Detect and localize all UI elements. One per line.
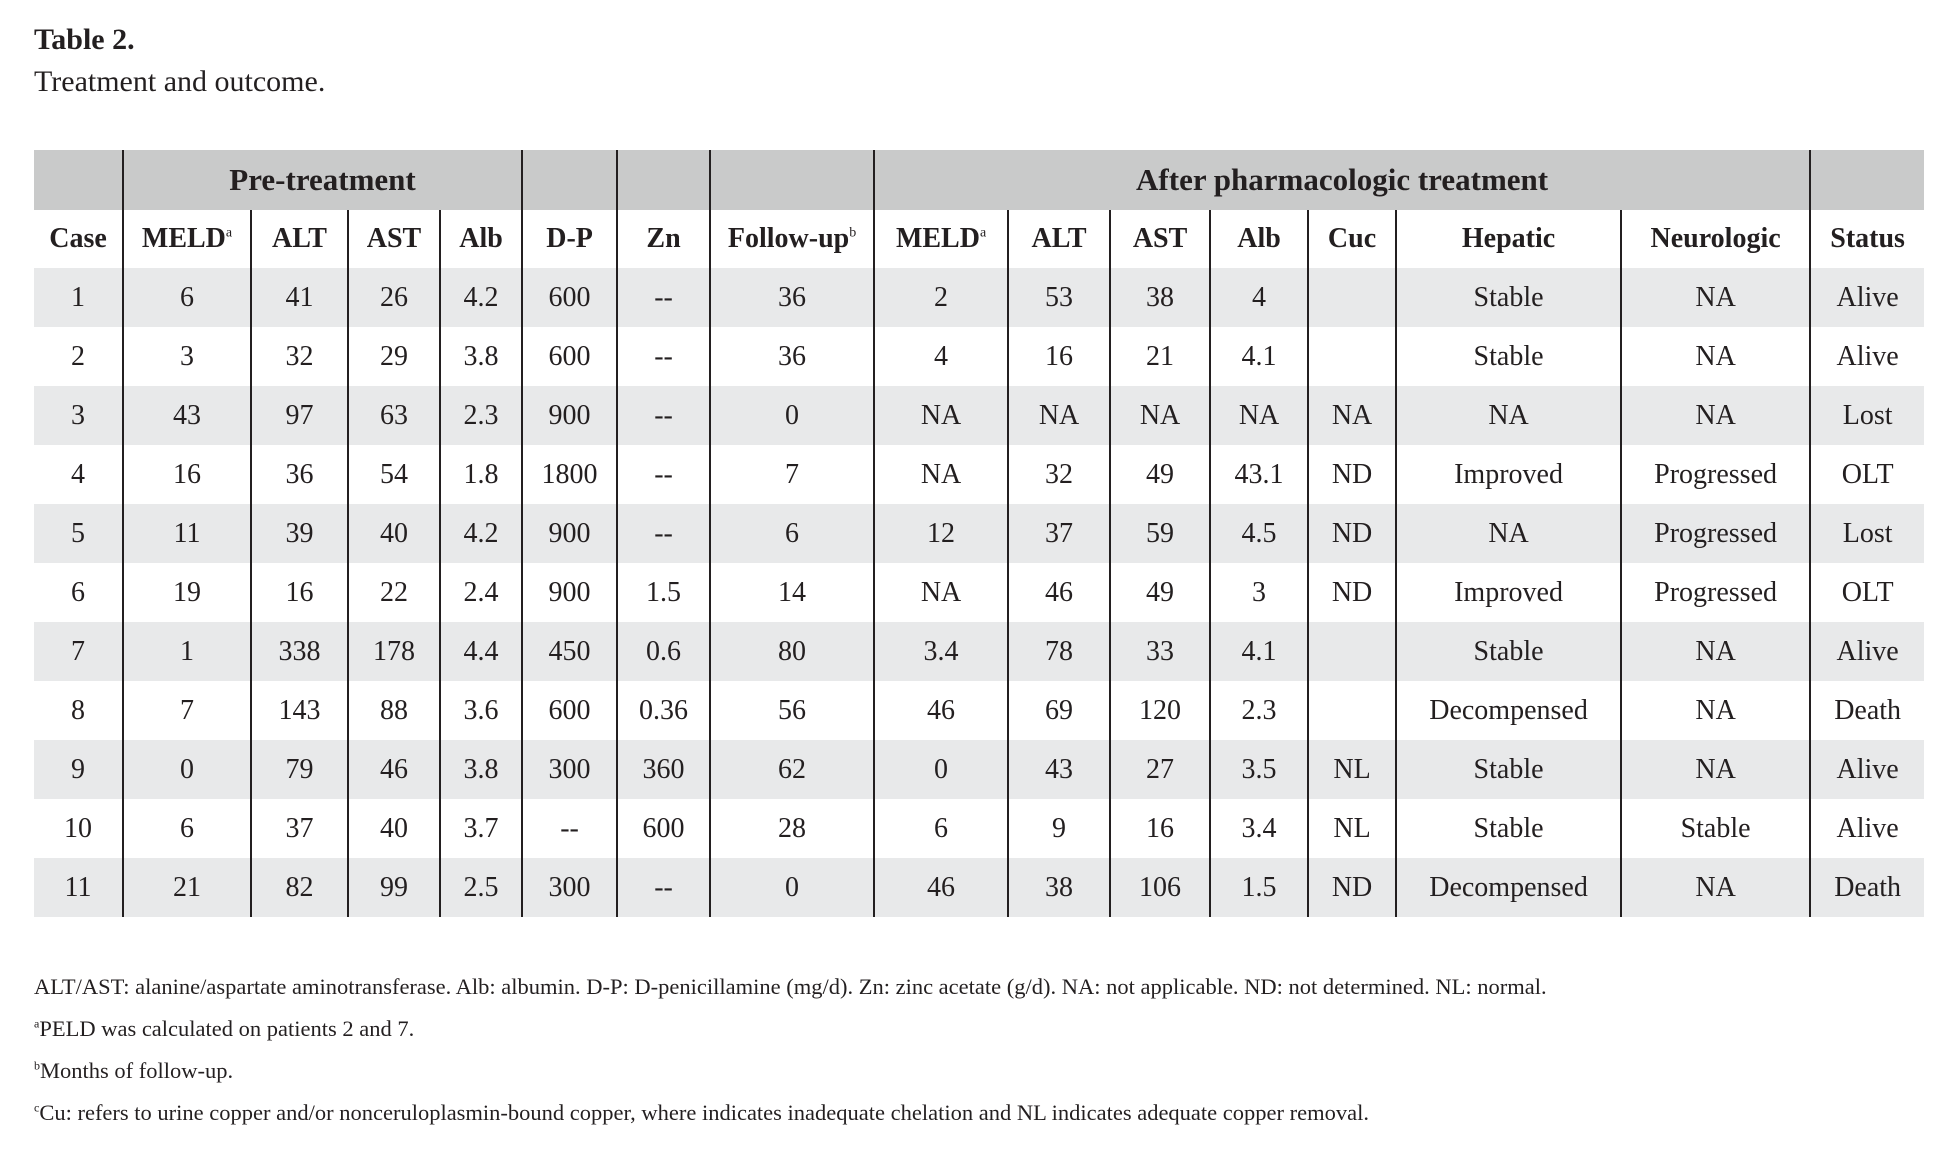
table-cell xyxy=(1308,681,1396,740)
table-cell: 37 xyxy=(251,799,348,858)
table-cell: 36 xyxy=(710,327,874,386)
table-cell: NA xyxy=(874,386,1008,445)
table-cell: 21 xyxy=(123,858,251,917)
footnote-a-mark: a xyxy=(34,1016,40,1031)
table-cell: 3.8 xyxy=(440,327,522,386)
table-cell: 69 xyxy=(1008,681,1110,740)
table-cell: Alive xyxy=(1836,812,1899,844)
table-cell: Decompensed xyxy=(1396,858,1621,917)
col-header-status: Status xyxy=(1810,210,1924,268)
table-cell: Stable xyxy=(1396,327,1621,386)
table-cell: 22 xyxy=(348,563,440,622)
table-cell: NA xyxy=(1110,386,1210,445)
table-cell: 36 xyxy=(710,268,874,327)
table-cell xyxy=(1308,268,1396,327)
table-cell: 4 xyxy=(1210,268,1308,327)
table-row xyxy=(34,563,1924,622)
table-cell: -- xyxy=(617,504,710,563)
table-cell: NL xyxy=(1308,740,1396,799)
table-cell: 10 xyxy=(34,799,123,858)
table-cell: Lost xyxy=(1810,386,1924,445)
footnote-c-mark: c xyxy=(34,1100,40,1115)
table-cell: 2.5 xyxy=(440,858,522,917)
table-cell: 360 xyxy=(617,740,710,799)
table-cell: 39 xyxy=(251,504,348,563)
table-cell: 4.2 xyxy=(440,504,522,563)
table-row xyxy=(34,445,1924,504)
table-cell: 40 xyxy=(348,799,440,858)
table-cell: 11 xyxy=(123,504,251,563)
table-cell: Decompensed xyxy=(1396,681,1621,740)
table-cell: 300 xyxy=(522,740,617,799)
col-header-alb-pre: Alb xyxy=(440,210,522,268)
col-header-zn: Zn xyxy=(617,210,710,268)
table-cell: 1800 xyxy=(522,445,617,504)
col-header-ast-after: AST xyxy=(1110,210,1210,268)
table-cell: ND xyxy=(1308,858,1396,917)
table-cell: Alive xyxy=(1836,340,1899,372)
table-row xyxy=(34,386,1924,445)
table-cell: NA xyxy=(1308,386,1396,445)
table-cell: 120 xyxy=(1110,681,1210,740)
table-cell: 41 xyxy=(251,268,348,327)
col-header-dp: D-P xyxy=(522,210,617,268)
group-spacer-dp xyxy=(522,150,617,210)
col-header-hepatic: Hepatic xyxy=(1396,210,1621,268)
table-cell: OLT xyxy=(1841,576,1894,608)
table-cell: NA xyxy=(1621,740,1810,799)
table-cell: 0 xyxy=(874,740,1008,799)
table-cell xyxy=(1308,327,1396,386)
table-cell: 4 xyxy=(874,327,1008,386)
table-cell: NA xyxy=(874,563,1008,622)
table-cell: 1 xyxy=(34,268,123,327)
table-cell: 46 xyxy=(874,858,1008,917)
table-cell: NA xyxy=(1621,622,1810,681)
table-cell: 33 xyxy=(1110,622,1210,681)
table-cell: NA xyxy=(1621,858,1810,917)
table-cell: NA xyxy=(874,445,1008,504)
table-cell: 54 xyxy=(348,445,440,504)
table-cell: 97 xyxy=(251,386,348,445)
table-cell: 2 xyxy=(34,327,123,386)
table-cell: 600 xyxy=(522,268,617,327)
footnote-a-text: PELD was calculated on patients 2 and 7. xyxy=(39,1016,415,1041)
group-spacer-followup xyxy=(710,150,874,210)
table-cell: NA xyxy=(1621,268,1810,327)
table-cell: 338 xyxy=(251,622,348,681)
table-cell: -- xyxy=(522,799,617,858)
table-cell: NA xyxy=(1621,681,1810,740)
table-cell: 88 xyxy=(348,681,440,740)
table-cell: 6 xyxy=(710,504,874,563)
footnote-marker-b: b xyxy=(849,225,857,241)
table-cell: 11 xyxy=(34,858,123,917)
table-cell: 3.5 xyxy=(1210,740,1308,799)
table-cell: ND xyxy=(1308,445,1396,504)
table-cell: 32 xyxy=(251,327,348,386)
table-cell: 600 xyxy=(522,327,617,386)
table-cell: Stable xyxy=(1621,799,1810,858)
table-cell: NA xyxy=(1396,504,1621,563)
table-cell: 32 xyxy=(1008,445,1110,504)
col-header-followup-label: Follow-up xyxy=(727,223,850,254)
table-cell: 2.4 xyxy=(440,563,522,622)
table-cell: 300 xyxy=(522,858,617,917)
table-cell: -- xyxy=(617,445,710,504)
table-cell: 19 xyxy=(123,563,251,622)
col-header-cuc: Cuc xyxy=(1308,210,1396,268)
table-row xyxy=(34,799,1924,858)
table-cell: -- xyxy=(617,858,710,917)
table-cell: 2.3 xyxy=(440,386,522,445)
table-cell: Stable xyxy=(1396,740,1621,799)
table-cell: 4.1 xyxy=(1210,622,1308,681)
table-cell: Improved xyxy=(1396,445,1621,504)
table-cell: 49 xyxy=(1110,445,1210,504)
column-header-row xyxy=(34,210,1924,268)
group-header-pre-treatment: Pre-treatment xyxy=(123,150,522,210)
footnote-b xyxy=(34,1050,1547,1092)
table-row xyxy=(34,327,1924,386)
table-cell: Lost xyxy=(1810,504,1924,563)
table-cell: Progressed xyxy=(1621,504,1810,563)
table-cell: 4 xyxy=(34,445,123,504)
table-cell: 62 xyxy=(710,740,874,799)
table-cell: NA xyxy=(1621,386,1810,445)
footnote-abbreviations: ALT/AST: alanine/aspartate aminotransferase. Alb: albumin. D-P: D-penicillamine (mg/d). Zn: zinc acetate (g/d). NA: not applicable. ND: not determined. NL: normal. xyxy=(34,974,1547,999)
table-cell: 4.1 xyxy=(1210,327,1308,386)
table-cell: 900 xyxy=(522,563,617,622)
table-row xyxy=(34,740,1924,799)
table-cell: 0 xyxy=(123,740,251,799)
col-header-case: Case xyxy=(34,210,123,268)
table-row xyxy=(34,268,1924,327)
table-cell: 2.3 xyxy=(1210,681,1308,740)
table-cell: Progressed xyxy=(1621,563,1810,622)
table-cell: 4.2 xyxy=(440,268,522,327)
group-spacer-case xyxy=(34,150,123,210)
table-cell: 36 xyxy=(251,445,348,504)
table-cell: Death xyxy=(1834,694,1902,726)
table-cell: 7 xyxy=(123,681,251,740)
table-cell: 16 xyxy=(123,445,251,504)
table-cell: 37 xyxy=(1008,504,1110,563)
table-cell: 3 xyxy=(34,386,123,445)
table-cell: 0 xyxy=(710,858,874,917)
table-cell: 63 xyxy=(348,386,440,445)
table-cell: 1.8 xyxy=(440,445,522,504)
table-cell: 7 xyxy=(34,622,123,681)
table-cell: 12 xyxy=(874,504,1008,563)
table-cell: 1.5 xyxy=(1210,858,1308,917)
col-header-ast-pre: AST xyxy=(348,210,440,268)
table-cell: 900 xyxy=(522,504,617,563)
col-header-meld-after-label: MELD xyxy=(895,223,980,254)
table-cell: 0.6 xyxy=(617,622,710,681)
table-row xyxy=(34,681,1924,740)
col-header-meld-pre xyxy=(123,210,251,268)
table-cell: 38 xyxy=(1008,858,1110,917)
table-cell: 53 xyxy=(1008,268,1110,327)
table-cell: 3.4 xyxy=(874,622,1008,681)
table-cell: 143 xyxy=(251,681,348,740)
table-cell: 43 xyxy=(1008,740,1110,799)
col-header-meld-after xyxy=(874,210,1008,268)
table-cell: 59 xyxy=(1110,504,1210,563)
col-header-neurologic: Neurologic xyxy=(1621,210,1810,268)
table-cell: NA xyxy=(1210,386,1308,445)
table-cell: NA xyxy=(1621,327,1810,386)
table-cell: 46 xyxy=(1008,563,1110,622)
table-cell: 3 xyxy=(1210,563,1308,622)
table-cell: 4.4 xyxy=(440,622,522,681)
outcome-table xyxy=(34,150,1924,917)
table-cell: 2 xyxy=(874,268,1008,327)
table-cell: ND xyxy=(1308,563,1396,622)
group-header-row xyxy=(34,150,1924,210)
table-cell: 600 xyxy=(522,681,617,740)
table-cell: 38 xyxy=(1110,268,1210,327)
table-cell: 178 xyxy=(348,622,440,681)
col-header-alt-after: ALT xyxy=(1008,210,1110,268)
table-cell: -- xyxy=(617,327,710,386)
table-cell: 9 xyxy=(34,740,123,799)
table-cell: NA xyxy=(1396,386,1621,445)
col-header-followup xyxy=(710,210,874,268)
col-header-alb-after: Alb xyxy=(1210,210,1308,268)
table-cell: 27 xyxy=(1110,740,1210,799)
col-header-alt-pre: ALT xyxy=(251,210,348,268)
table-cell: 6 xyxy=(874,799,1008,858)
footnote-b-text: Months of follow-up. xyxy=(40,1058,234,1083)
table-cell: Stable xyxy=(1396,622,1621,681)
table-cell: 106 xyxy=(1110,858,1210,917)
table-cell: OLT xyxy=(1841,458,1894,490)
table-cell: NL xyxy=(1308,799,1396,858)
table-cell: 26 xyxy=(348,268,440,327)
table-cell: 3.6 xyxy=(440,681,522,740)
table-cell: 56 xyxy=(710,681,874,740)
footnote-marker-a: a xyxy=(225,225,233,241)
table-cell: 40 xyxy=(348,504,440,563)
table-cell: 0 xyxy=(710,386,874,445)
table-cell: 14 xyxy=(710,563,874,622)
table-cell: ND xyxy=(1308,504,1396,563)
table-cell: 46 xyxy=(874,681,1008,740)
table-title: Table 2. xyxy=(34,23,135,56)
table-cell: Progressed xyxy=(1621,445,1810,504)
table-cell: 3.8 xyxy=(440,740,522,799)
table-cell: 6 xyxy=(34,563,123,622)
table-cell: 3.7 xyxy=(440,799,522,858)
table-cell: 78 xyxy=(1008,622,1110,681)
table-cell: 3.4 xyxy=(1210,799,1308,858)
table-cell: 43 xyxy=(123,386,251,445)
table-cell: 99 xyxy=(348,858,440,917)
footnote-a xyxy=(34,1008,1547,1050)
table-subtitle: Treatment and outcome. xyxy=(34,65,326,98)
table-cell: 7 xyxy=(710,445,874,504)
table-cell: -- xyxy=(617,386,710,445)
table-cell: 900 xyxy=(522,386,617,445)
table-cell: Alive xyxy=(1810,622,1924,681)
table-cell: 9 xyxy=(1008,799,1110,858)
table-cell: 4.5 xyxy=(1210,504,1308,563)
table-cell: 16 xyxy=(1110,799,1210,858)
table-cell: 28 xyxy=(710,799,874,858)
footnote-marker-a: a xyxy=(979,225,987,241)
table-cell: 600 xyxy=(617,799,710,858)
table-cell xyxy=(1308,622,1396,681)
group-spacer-zn xyxy=(617,150,710,210)
table-row xyxy=(34,504,1924,563)
table-cell: 46 xyxy=(348,740,440,799)
table-cell: -- xyxy=(617,268,710,327)
table-cell: 16 xyxy=(1008,327,1110,386)
footnote-c-text: Cu: refers to urine copper and/or nonceruloplasmin-bound copper, where indicates inadequate chelation and NL indicates adequate copper removal. xyxy=(39,1100,1369,1125)
table-cell: 3 xyxy=(123,327,251,386)
table-cell: 6 xyxy=(123,799,251,858)
table-cell: 80 xyxy=(710,622,874,681)
table-cell: 49 xyxy=(1110,563,1210,622)
table-body xyxy=(34,268,1924,917)
table-cell: Alive xyxy=(1810,740,1924,799)
footnote-b-mark: b xyxy=(34,1058,40,1073)
table-cell: Alive xyxy=(1810,268,1924,327)
table-cell: Improved xyxy=(1396,563,1621,622)
group-header-after-treatment: After pharmacologic treatment xyxy=(874,150,1810,210)
table-row xyxy=(34,622,1924,681)
footnote-c xyxy=(34,1092,1547,1134)
table-cell: 21 xyxy=(1110,327,1210,386)
table-cell: 16 xyxy=(251,563,348,622)
table-cell: 79 xyxy=(251,740,348,799)
col-header-meld-pre-label: MELD xyxy=(141,223,226,254)
table-cell: 0.36 xyxy=(617,681,710,740)
table-cell: 6 xyxy=(123,268,251,327)
table-footnotes xyxy=(34,966,1547,1134)
table-cell: 29 xyxy=(348,327,440,386)
table-cell: NA xyxy=(1008,386,1110,445)
table-cell: 450 xyxy=(522,622,617,681)
table-cell: 82 xyxy=(251,858,348,917)
table-cell: 1 xyxy=(123,622,251,681)
table-cell: 43.1 xyxy=(1210,445,1308,504)
table-cell: 8 xyxy=(34,681,123,740)
table-cell: Stable xyxy=(1396,268,1621,327)
table-cell: Stable xyxy=(1396,799,1621,858)
table-row xyxy=(34,858,1924,917)
table-cell: 5 xyxy=(34,504,123,563)
table-cell: Death xyxy=(1810,858,1924,917)
table-cell: 1.5 xyxy=(617,563,710,622)
group-spacer-status xyxy=(1810,150,1924,210)
